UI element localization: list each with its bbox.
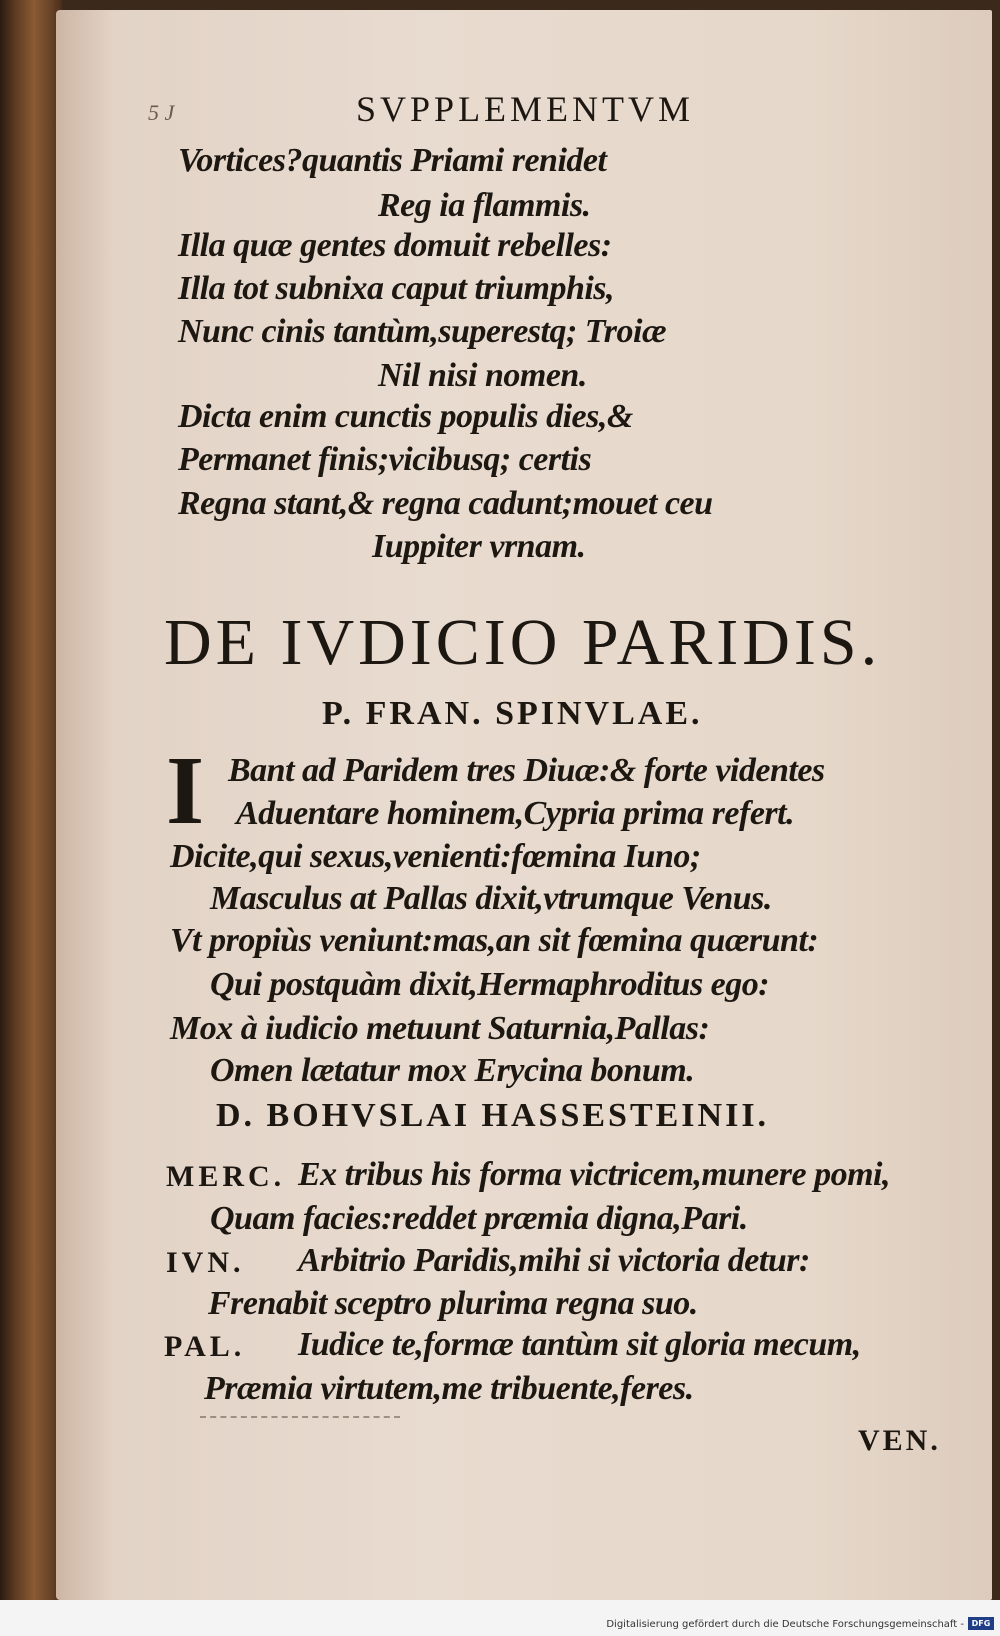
poem2-line: Qui postquàm dixit,Hermaphroditus ego: [210,966,770,1003]
dialogue-line: Præmia virtutem,me tribuente,feres. [204,1370,694,1407]
author-heading: D. BOHVSLAI HASSESTEINII. [216,1097,770,1134]
speaker-label: IVN. [166,1246,245,1279]
poem2-line: Vt propiùs veniunt:mas,an sit fœmina quærunt: [170,922,819,959]
dfg-logo: DFG [968,1617,994,1630]
poem1-line: Permanet finis;vicibusq; certis [178,441,592,478]
running-head: SVPPLEMENTVM [356,89,695,129]
poem2-line: Bant ad Paridem tres Diuæ:& forte videntes [228,752,825,789]
poem2-line: Mox à iudicio metuunt Saturnia,Pallas: [170,1010,710,1047]
poem1-line: Nunc cinis tantùm,superestq; Troiæ [178,313,667,350]
book-spine [0,0,62,1600]
dialogue-line: Frenabit sceptro plurima regna suo. [208,1285,698,1322]
poem2-line: Masculus at Pallas dixit,vtrumque Venus. [210,880,772,917]
section-title: DE IVDICIO PARIDIS. [164,606,882,679]
poem2-line: Omen lætatur mox Erycina bonum. [210,1052,695,1089]
author-heading: P. FRAN. SPINVLAE. [322,695,703,732]
poem2-line: Aduentare hominem,Cypria prima refert. [236,795,795,832]
poem1-line: Regna stant,& regna cadunt;mouet ceu [178,485,713,522]
dialogue-line: Ex tribus his forma victricem,munere pomi, [298,1156,890,1193]
speaker-label: MERC. [166,1160,286,1193]
poem1-line: Vortices?quantis Priami renidet [178,142,607,179]
poem2-line: Dicite,qui sexus,venienti:fœmina Iuno; [170,838,701,875]
footer-credit: Digitalisierung gefördert durch die Deutsche Forschungsgemeinschaft - [606,1619,964,1630]
poem1-line: Dicta enim cunctis populis dies,& [178,398,633,435]
footer-bar [0,1600,1000,1636]
poem1-line: Illa quæ gentes domuit rebelles: [178,227,612,264]
dialogue-line: Iudice te,formæ tantùm sit gloria mecum, [298,1326,861,1363]
poem1-line: Nil nisi nomen. [378,357,587,394]
speaker-label: PAL. [164,1330,246,1363]
dialogue-line: Quam facies:reddet præmia digna,Pari. [210,1200,748,1237]
poem1-line: Reg ia flammis. [378,187,591,224]
page-mark: 5 J [148,100,175,125]
printed-rule [200,1416,400,1418]
poem1-line: Iuppiter vrnam. [372,528,586,565]
catchword: VEN. [858,1424,941,1457]
dialogue-line: Arbitrio Paridis,mihi si victoria detur: [298,1242,810,1279]
drop-cap: I [166,737,205,845]
poem1-line: Illa tot subnixa caput triumphis, [178,270,615,307]
